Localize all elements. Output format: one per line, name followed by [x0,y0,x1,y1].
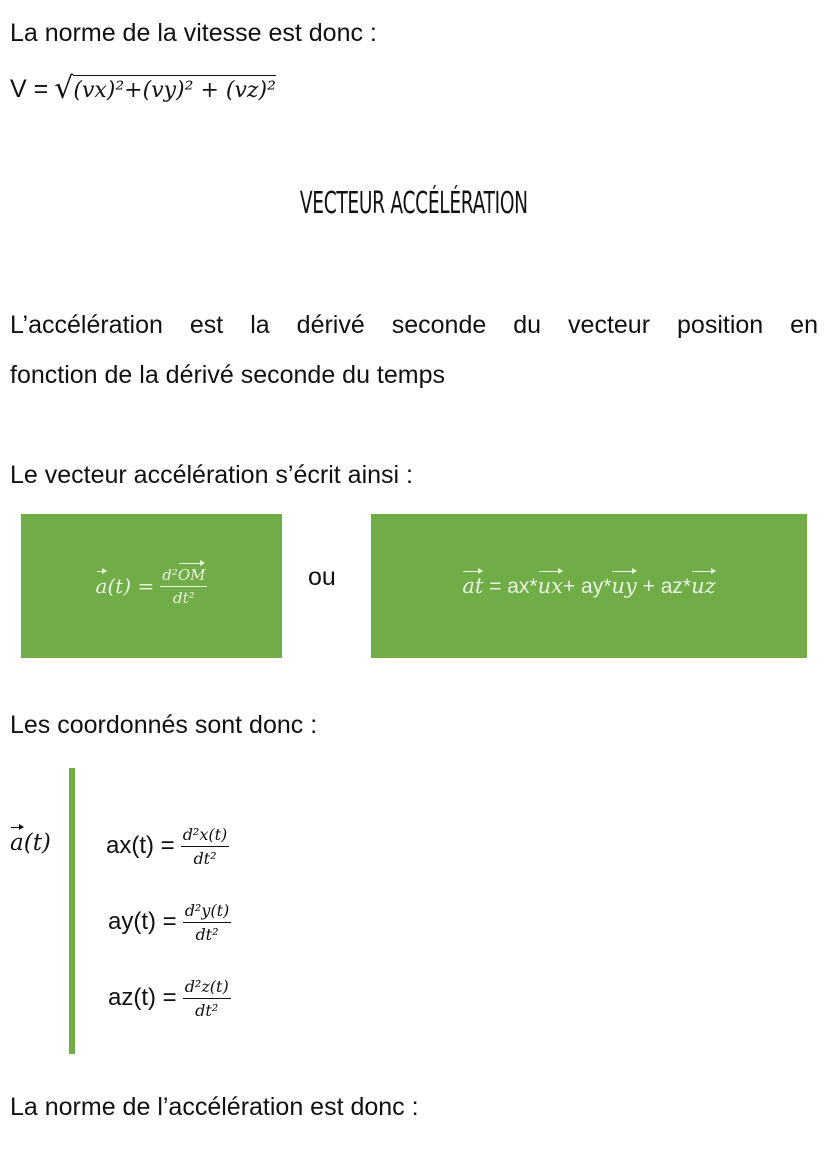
velocity-formula [10,71,276,106]
formula-left-denominator: dt² [173,588,195,607]
coordinate-az-label: az(t) = [108,984,177,1011]
numerator-prefix: d² [162,565,178,584]
formula-left-arg: (t) = [107,574,155,598]
om-vector: OM [177,565,206,584]
velocity-formula-radicand: (vx)²+(vy)² + (vz)² [73,75,276,104]
vector-a-symbol: a [95,574,108,598]
sqrt-symbol: √ [54,71,74,106]
coordinate-ay [108,894,231,950]
coordinates-vector-label [10,830,51,856]
definition-line-1: L’accélération est la dérivé seconde du vecteur position en [10,311,818,339]
velocity-norm-intro: La norme de la vitesse est donc : [10,19,377,47]
coordinate-az-numerator: d²z(t) [183,977,231,999]
coordinate-az-fraction [183,977,231,1020]
coordinates-a-arg: (t) [23,830,51,856]
acceleration-norm-intro: La norme de l’accélération est donc : [10,1093,419,1121]
coordinate-ax-denominator: dt² [193,848,217,868]
formula-box-left [21,514,282,658]
formula-box-right [371,514,807,658]
formula-left-numerator [160,566,207,587]
unit-vector-ux: ux [537,573,563,598]
formula-left-fraction [160,566,207,607]
coordinate-az-denominator: dt² [195,1000,219,1020]
coordinate-ax-numerator: d²x(t) [181,825,230,847]
coordinate-ax-fraction [181,825,230,868]
coordinates-a-symbol: a [10,830,24,856]
coordinate-ay-numerator: d²y(t) [183,901,232,923]
formula-right-mid1: + ay* [562,574,612,598]
coordinate-ay-fraction [183,901,232,944]
unit-vector-uz: uz [691,573,716,598]
vector-intro: Le vecteur accélération s’écrit ainsi : [10,461,413,489]
coordinates-intro: Les coordonnés sont donc : [10,711,318,739]
formula-right-content [462,574,715,599]
vector-at-symbol: at [462,573,484,598]
formula-right-eq: = ax* [483,574,538,598]
coordinate-ax [106,818,229,874]
section-title-wrap [0,186,828,221]
coordinate-ay-label: ay(t) = [108,908,177,935]
coordinate-ax-label: ax(t) = [106,832,175,859]
definition-line-2: fonction de la dérivé seconde du temps [10,361,445,389]
velocity-formula-lhs: V = [10,75,49,103]
formula-left-content [96,566,208,607]
coordinate-ay-denominator: dt² [195,924,219,944]
unit-vector-uy: uy [611,573,637,598]
formula-right-mid2: + az* [636,574,692,598]
or-label: ou [308,563,336,591]
coordinates-brace-bar [69,768,75,1054]
section-title: VECTEUR ACCÉLÉRATION [300,186,528,221]
coordinate-az [108,970,231,1026]
